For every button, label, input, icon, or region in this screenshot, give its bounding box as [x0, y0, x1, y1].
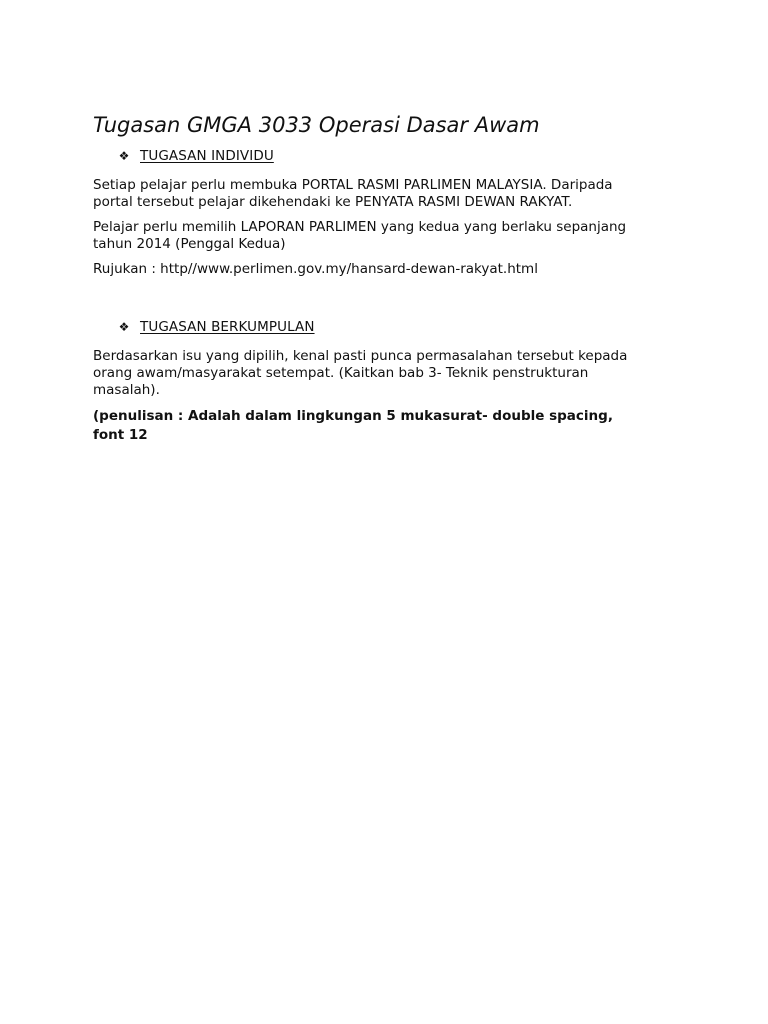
document-title: Tugasan GMGA 3033 Operasi Dasar Awam	[93, 113, 540, 137]
formatting-note-line: font 12	[93, 427, 148, 443]
paragraph-line: tahun 2014 (Penggal Kedua)	[93, 236, 286, 252]
paragraph-portal-instructions	[93, 177, 663, 211]
document-content	[93, 112, 663, 445]
section-heading-text: TUGASAN INDIVIDU	[140, 148, 274, 164]
paragraph-line: masalah).	[93, 382, 160, 398]
section-heading-text: TUGASAN BERKUMPULAN	[140, 319, 315, 335]
section-spacer	[93, 286, 663, 318]
diamond-bullet-icon: ❖	[118, 320, 130, 334]
section-heading-individual	[117, 147, 663, 165]
paragraph-line: Berdasarkan isu yang dipilih, kenal pasti punca permasalahan tersebut kepada	[93, 348, 628, 364]
paragraph-line: Setiap pelajar perlu membuka PORTAL RASMI PARLIMEN MALAYSIA. Daripada	[93, 177, 613, 193]
paragraph-group-instructions	[93, 348, 663, 399]
formatting-note	[93, 407, 663, 445]
paragraph-reference	[93, 261, 663, 278]
diamond-bullet-icon: ❖	[118, 149, 130, 163]
section-heading-group	[117, 318, 663, 336]
paragraph-line: Pelajar perlu memilih LAPORAN PARLIMEN yang kedua yang berlaku sepanjang	[93, 219, 627, 235]
paragraph-line: portal tersebut pelajar dikehendaki ke PENYATA RASMI DEWAN RAKYAT.	[93, 194, 573, 210]
formatting-note-line: (penulisan : Adalah dalam lingkungan 5 mukasurat- double spacing,	[93, 408, 613, 424]
paragraph-line: orang awam/masyarakat setempat. (Kaitkan bab 3- Teknik penstrukturan	[93, 365, 589, 381]
reference-line: Rujukan : http//www.perlimen.gov.my/hansard-dewan-rakyat.html	[93, 261, 538, 277]
paragraph-report-selection	[93, 219, 663, 253]
